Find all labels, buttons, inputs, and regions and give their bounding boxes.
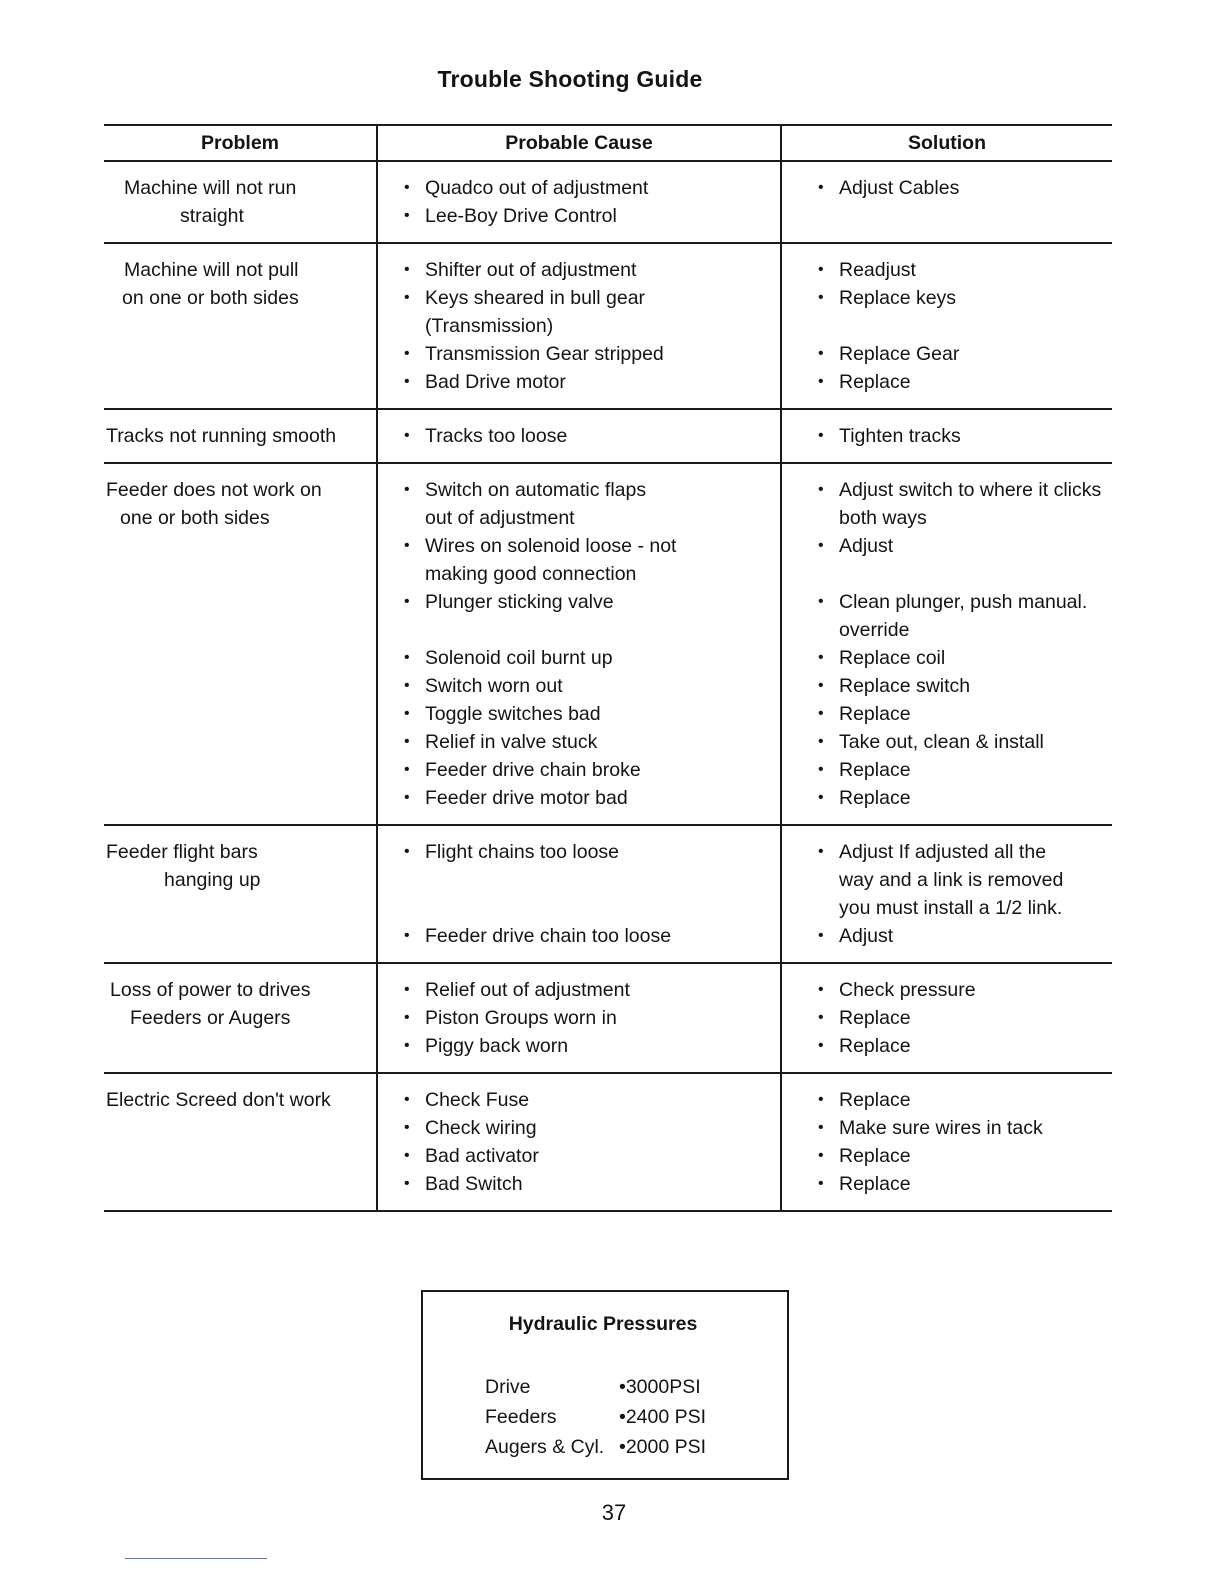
cause-item: • Switch worn out [404, 672, 780, 700]
solution-item: • Adjust Cables [818, 174, 1112, 202]
cause-item: • Plunger sticking valve [404, 588, 780, 616]
solution-item: • Replace [818, 368, 1112, 396]
solution-item: • Take out, clean & install [818, 728, 1112, 756]
cause-cell [377, 1073, 781, 1211]
problem-cell [104, 1073, 377, 1211]
problem-line: Machine will not pull [124, 259, 299, 281]
pressure-row [485, 1372, 706, 1402]
pressure-value: • 2400 PSI [619, 1402, 706, 1432]
solution-cell [781, 1073, 1112, 1211]
problem-line: Feeder flight bars [106, 841, 258, 863]
cause-item: • Tracks too loose [404, 422, 780, 450]
cause-item: • Piggy back worn [404, 1032, 780, 1060]
pressure-label: Augers & Cyl. [485, 1436, 605, 1458]
solution-item: • Replace Gear [818, 340, 1112, 368]
solution-item: • Replace coil [818, 644, 1112, 672]
cause-item: • Switch on automatic flaps out of adjustment [404, 476, 780, 532]
solution-item: • Check pressure [818, 976, 1112, 1004]
cause-item: • Feeder drive chain too loose [404, 922, 780, 950]
table-row [104, 161, 1112, 243]
cause-item: • Feeder drive chain broke [404, 756, 780, 784]
column-header-cause: Probable Cause [377, 125, 781, 161]
solution-cell [781, 825, 1112, 963]
cause-item: • Relief out of adjustment [404, 976, 780, 1004]
solution-item: • Adjust switch to where it clicks both ways [818, 476, 1112, 532]
solution-item: • Replace [818, 1032, 1112, 1060]
problem-cell [104, 963, 377, 1073]
cause-item: • Shifter out of adjustment [404, 256, 780, 284]
cause-item: • Quadco out of adjustment [404, 174, 780, 202]
troubleshooting-table [104, 124, 1112, 1212]
cause-cell [377, 243, 781, 409]
footer-divider [125, 1558, 267, 1559]
solution-item: • Replace [818, 784, 1112, 812]
problem-line: one or both sides [120, 507, 270, 529]
pressure-value: • 3000PSI [619, 1372, 701, 1402]
table-header-row [104, 125, 1112, 161]
table-row [104, 963, 1112, 1073]
problem-cell [104, 409, 377, 463]
cause-cell [377, 161, 781, 243]
solution-item: • Replace [818, 1086, 1112, 1114]
cause-item: • Bad Drive motor [404, 368, 780, 396]
cause-item: • Lee-Boy Drive Control [404, 202, 780, 230]
problem-line: on one or both sides [122, 287, 299, 309]
pressure-value: • 2000 PSI [619, 1432, 706, 1462]
cause-item: • Relief in valve stuck [404, 728, 780, 756]
problem-line: Tracks not running smooth [106, 425, 337, 447]
solution-item: • Readjust [818, 256, 1112, 284]
solution-item: • Adjust [818, 532, 1112, 560]
problem-line: Machine will not run [124, 177, 297, 199]
table-row [104, 243, 1112, 409]
cause-item: • Wires on solenoid loose - not making good connection [404, 532, 780, 588]
page-number: 37 [601, 1500, 627, 1525]
solution-item: • Replace [818, 700, 1112, 728]
cause-item: • Solenoid coil burnt up [404, 644, 780, 672]
pressure-label: Drive [485, 1376, 531, 1398]
solution-item: • Replace switch [818, 672, 1112, 700]
solution-item: • Adjust [818, 922, 1112, 950]
solution-cell [781, 243, 1112, 409]
cause-cell [377, 463, 781, 825]
pressure-label: Feeders [485, 1406, 557, 1428]
solution-item: • Make sure wires in tack [818, 1114, 1112, 1142]
solution-item: • Replace [818, 1142, 1112, 1170]
cause-item: • Bad activator [404, 1142, 780, 1170]
problem-line: hanging up [164, 869, 261, 891]
solution-cell [781, 409, 1112, 463]
cause-item: • Keys sheared in bull gear (Transmission) [404, 284, 780, 340]
problem-line: Feeders or Augers [130, 1007, 291, 1029]
solution-item: • Replace keys [818, 284, 1112, 312]
solution-item: • Tighten tracks [818, 422, 1112, 450]
cause-item: • Bad Switch [404, 1170, 780, 1198]
solution-item: • Replace [818, 756, 1112, 784]
problem-cell [104, 243, 377, 409]
cause-item: • Check wiring [404, 1114, 780, 1142]
table-row [104, 463, 1112, 825]
solution-item: • Replace [818, 1004, 1112, 1032]
table-row [104, 409, 1112, 463]
problem-line: straight [180, 205, 244, 227]
solution-cell [781, 963, 1112, 1073]
pressure-row [485, 1402, 706, 1432]
table-row [104, 825, 1112, 963]
cause-cell [377, 825, 781, 963]
solution-item: • Clean plunger, push manual. override [818, 588, 1112, 644]
column-header-solution: Solution [781, 125, 1112, 161]
cause-item: • Feeder drive motor bad [404, 784, 780, 812]
cause-item: • Transmission Gear stripped [404, 340, 780, 368]
problem-cell [104, 463, 377, 825]
solution-item: • Replace [818, 1170, 1112, 1198]
solution-cell [781, 463, 1112, 825]
cause-item: • Check Fuse [404, 1086, 780, 1114]
cause-cell [377, 963, 781, 1073]
hydraulic-pressures-title: Hydraulic Pressures [508, 1313, 698, 1335]
pressure-row [485, 1432, 706, 1462]
problem-cell [104, 161, 377, 243]
cause-item: • Toggle switches bad [404, 700, 780, 728]
table-row [104, 1073, 1112, 1211]
column-header-problem: Problem [104, 125, 377, 161]
hydraulic-pressures-box [421, 1290, 789, 1480]
problem-line: Loss of power to drives [110, 979, 311, 1001]
cause-item: • Flight chains too loose [404, 838, 780, 866]
problem-line: Feeder does not work on [106, 479, 322, 501]
page-title: Trouble Shooting Guide [437, 66, 703, 92]
hydraulic-pressures-list [485, 1372, 706, 1462]
cause-cell [377, 409, 781, 463]
solution-cell [781, 161, 1112, 243]
problem-line: Electric Screed don't work [106, 1089, 331, 1111]
problem-cell [104, 825, 377, 963]
solution-item: • Adjust If adjusted all the way and a link is removed you must install a 1/2 link. [818, 838, 1112, 922]
cause-item: • Piston Groups worn in [404, 1004, 780, 1032]
